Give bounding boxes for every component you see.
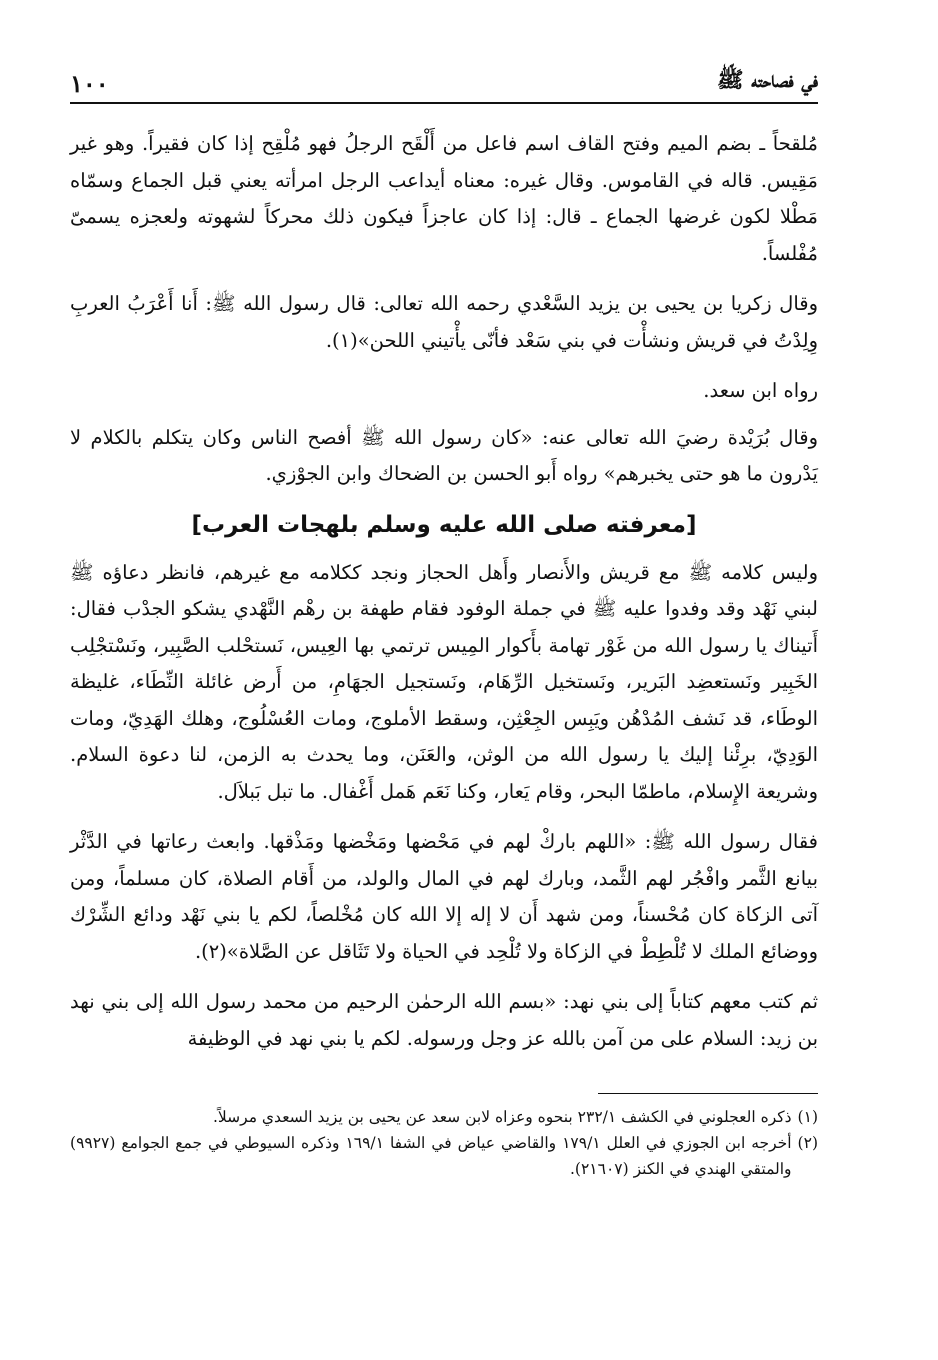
paragraph-7: ثم كتب معهم كتاباً إلى بني نهد: «بسم الله الرحمٰن الرحيم من محمد رسول الله إلى بني نهد بن زيد: السلام على من آمن بالله عز وجل ورسوله. لكم يا بني نهد في الوظيفة (70, 990, 818, 1050)
paragraph-6: فقال رسول الله ﷺ: «اللهم باركْ لهم في مَحْضها ومَخْضها ومَذْقها. وابعث رعاتها في الدَّثْر بيانع الثَّمر وافْجُر لهم الثَّمد، وبارك لهم في المال والولد، من أَقام الصلاة، كان مسلماً، ومن آتى الزكاة كان مُحْسناً، ومن شهد أَن لا إله إلا الله كان مُخْلصاً، لكم يا بني نَهْد ودائع الشِّرْك ووضائع الملك لا تُلْطِطْ في الزكاة ولا تُلْحِد في الحياة ولا تَثَاقل عن الصَّلاة»(٢). (70, 830, 818, 963)
footnote-1 (70, 1104, 818, 1130)
header-rule (70, 102, 818, 104)
running-title: في فصاحته ﷺ (716, 67, 818, 93)
footnote-text: ذكره العجلوني في الكشف ٢٣٢/١ بنحوه وعزاه لابن سعد عن يحيى بن يزيد السعدي مرسلاً. (212, 1108, 792, 1126)
page-header (70, 58, 818, 102)
paragraph-4: وقال بُرَيْدة رضيَ الله تعالى عنه: «كان رسول الله ﷺ أفصح الناس وكان يتكلم بالكلام لا يَدْرون ما هو حتى يخبرهم» رواه أَبو الحسن بن الضحاك وابن الجوْزي. (70, 425, 818, 485)
footnote-rule (598, 1093, 818, 1094)
paragraph-2: وقال زكريا بن يحيى بن يزيد السَّعْدي رحمه الله تعالى: قال رسول الله ﷺ: أَنا أَعْرَبُ العربِ وِلِدْتُ في قريش ونشأْت في بني سَعْد فأنّى يأْتيني اللحن»(١). (70, 292, 818, 352)
book-page (70, 58, 818, 1318)
paragraph-3: رواه ابن سعد. (703, 379, 818, 402)
footnote-mark: (١) (797, 1108, 818, 1126)
footnote-mark: (٢) (797, 1134, 818, 1152)
paragraph-1: مُلقحاً ـ بضم الميم وفتح القاف اسم فاعل من أَلْقَح الرجلُ فهو مُلْقِح إذا كان فقيراً. وهو غير مَقِيس. قاله في القاموس. وقال غيره: معناه أيداعب الرجل امرأته يعني قبل الجماع وسمّاه مَطْلا لكون غرضها الجماع ـ قال: إذا كان عاجزاً فيكون ذلك محركاً لشهوته ولعجزه يسمىّ مُفْلساً. (70, 132, 818, 265)
paragraph-5: وليس كلامه ﷺ مع قريش والأَنصار وأَهل الحجاز ونجد ككلامه مع غيرهم، فانظر دعاؤه ﷺ لبني نَهْد وقد وفدوا عليه ﷺ في جملة الوفود فقام طهفة بن رهْم النَّهْدي يشكو الجدْب فقال: أَتيناك يا رسول الله من غَوْر تهامة بأَكوار المِيس ترتمي بها العِيس، نَستحْلب الصَّبِير، ونَسْتجْلِب الخَبِير ونَستعضِد البَرير، ونَستخيل الرِّهَام، ونَستجيل الجهَامِ، من أَرض غائلة النِّطَاء، غليظة الوطَاء، قد نَشف المُدْهُن ويَبِس الجِعْثِن، وسقط الأملوج، ومات العُسْلُوج، وهلك الهَدِيّ، ومات الوَدِيّ، برِئْنا إليك يا رسول الله من الوثن، والعَنَن، وما يحدث به الزمن، لنا دعوة السلام. وشريعة الإِسلام، ماطمّا البحر، وقام يَعار، وكنا نَعَم هَمل أَغْفال. ما تبل بَبلاَل. (70, 560, 818, 803)
footnotes (70, 1104, 818, 1182)
main-text (70, 126, 818, 1057)
section-heading: [معرفته صلى الله عليه وسلم بلهجات العرب] (191, 511, 697, 538)
footnote-text: أخرجه ابن الجوزي في العلل ١٧٩/١ والقاضي عياض في الشفا ١٦٩/١ وذكره السيوطي في جمع الجوامع (٩٩٢٧) والمتقي الهندي في الكنز (٢١٦٠٧). (70, 1134, 792, 1178)
page-number: ١٠٠ (70, 69, 109, 98)
footnote-2 (70, 1130, 818, 1182)
